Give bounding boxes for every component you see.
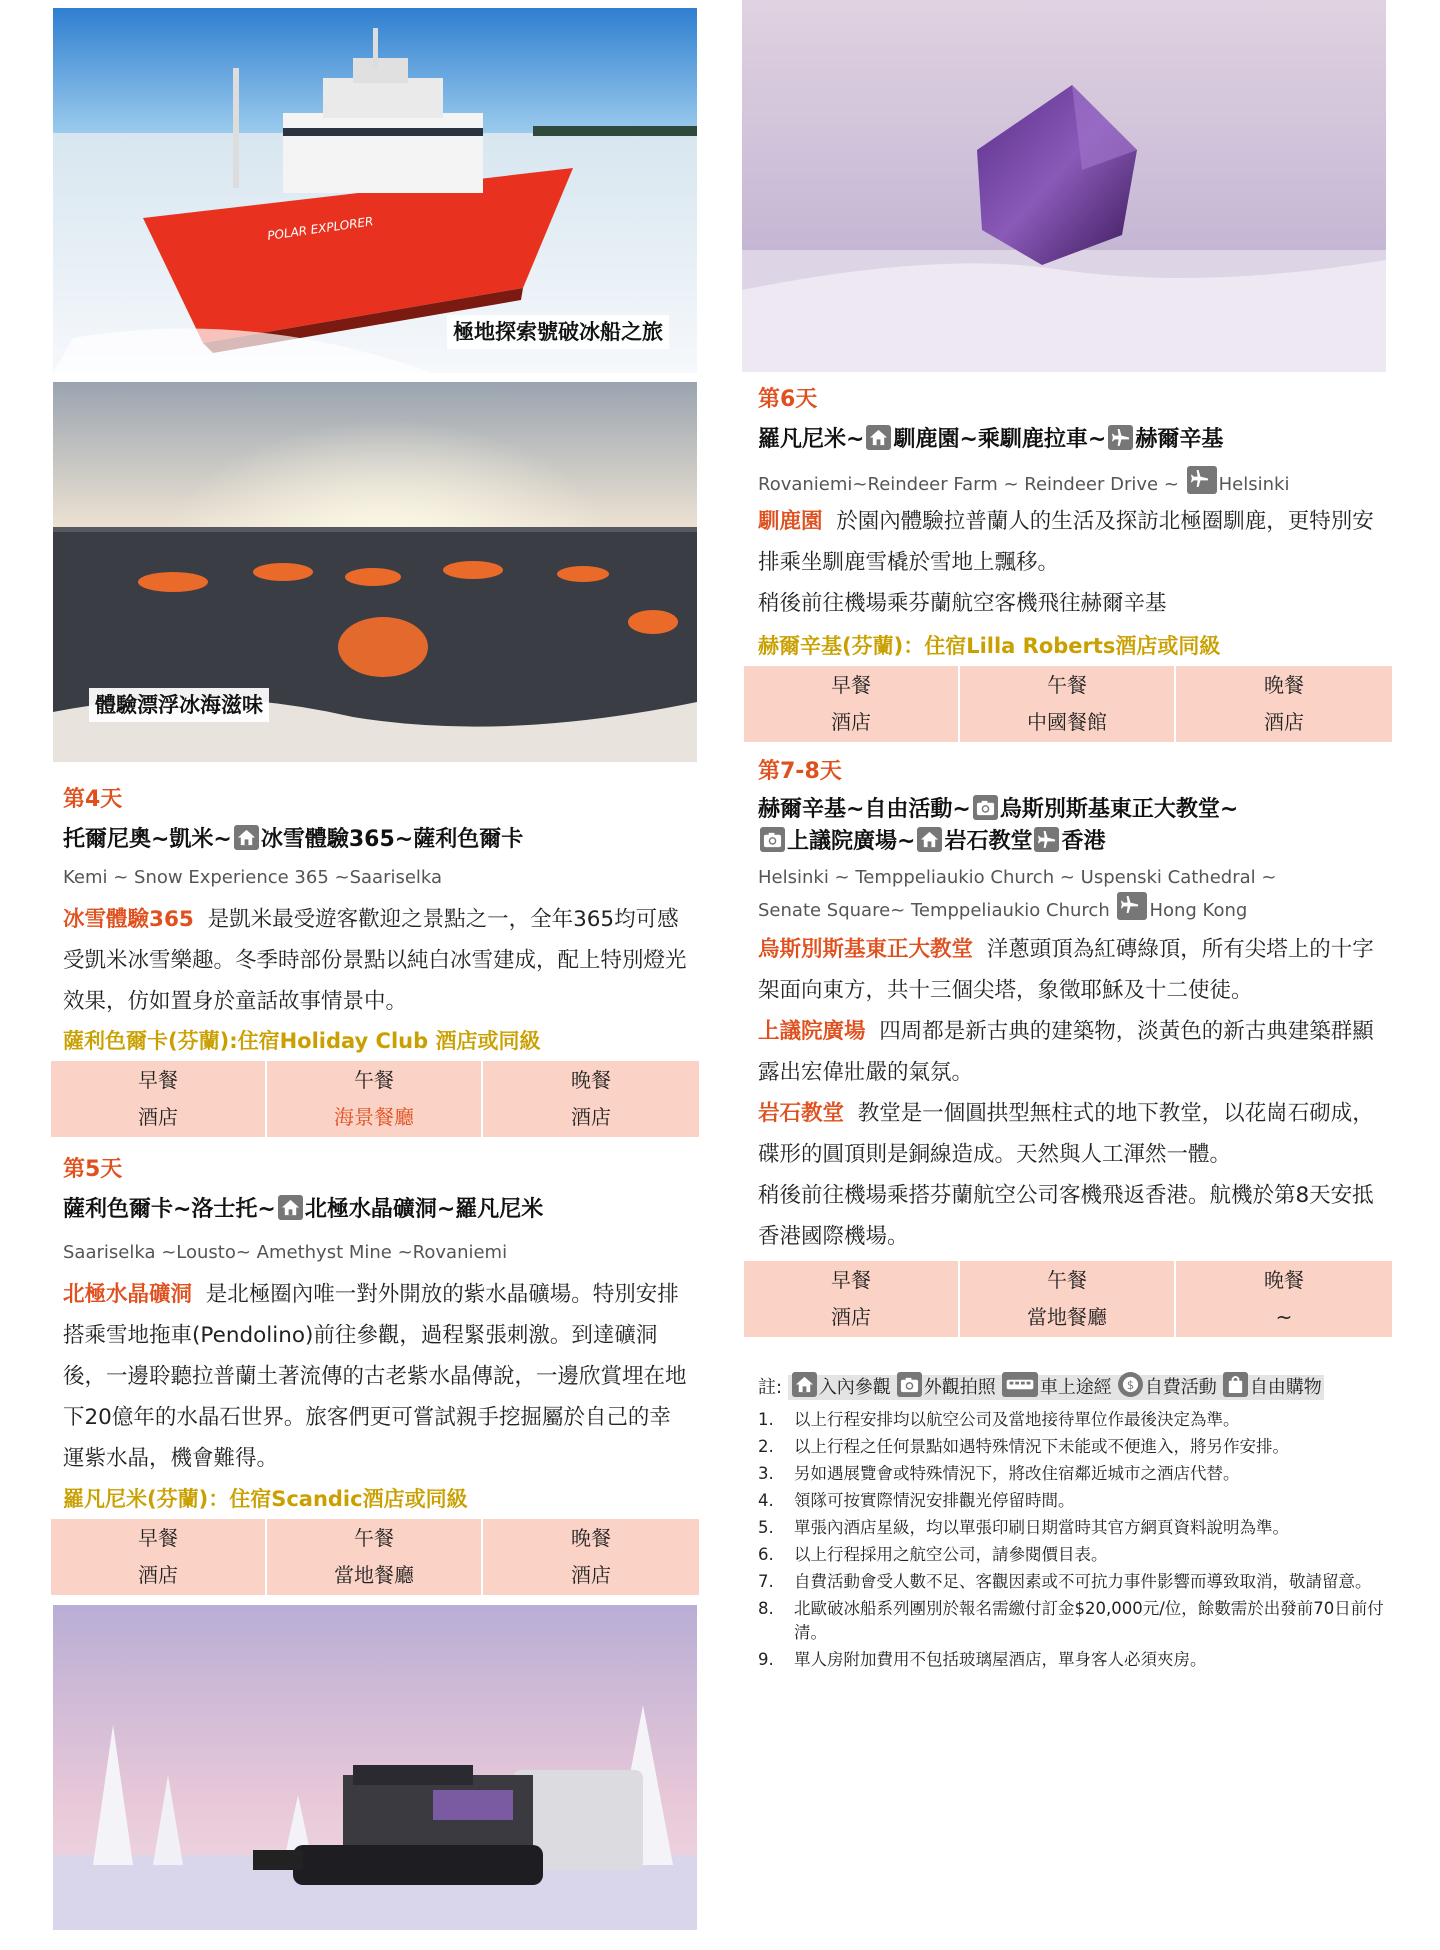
snow-vehicle-photo — [53, 1605, 697, 1930]
notes-list — [758, 1408, 1386, 1675]
icon-legend: 註: 入內參觀 外觀拍照 車上途經 $ 自費活動 自由購物 — [758, 1372, 1324, 1403]
day5-label: 第5天 — [63, 1157, 123, 1182]
day4-description: 冰雪體驗365 是凱米最受遊客歡迎之景點之一，全年365均可感受凱米冰雪樂趣。冬季時部份景點以純白冰雪建成，配上特別燈光效果，仿如置身於童話故事情景中。 — [63, 907, 687, 1014]
day6-route: 羅凡尼米~ 馴鹿園~乘馴鹿拉車~ 赫爾辛基 — [758, 427, 1224, 452]
day4-route: 托爾尼奧~凱米~ 冰雪體驗365~薩利色爾卡 — [63, 827, 524, 852]
note-item: 3. 另如遇展覽會或特殊情況下，將改住宿鄰近城市之酒店代替。 — [758, 1464, 1240, 1483]
day4-route-en: Kemi ~ Snow Experience 365 ~Saariselka — [63, 867, 443, 888]
svg-text:$: $ — [1126, 1377, 1134, 1392]
camera-icon — [973, 795, 998, 820]
day5-hotel: 羅凡尼米(芬蘭)：住宿Scandic酒店或同級 — [63, 1487, 468, 1511]
day6-meal-table: 早餐 酒店 午餐 中國餐館 晚餐 酒店 — [744, 666, 1392, 742]
plane-icon — [1108, 425, 1133, 450]
icebreaker-caption: 極地探索號破冰船之旅 — [447, 315, 669, 349]
note-item: 1. 以上行程安排均以航空公司及當地接待單位作最後決定為準。 — [758, 1410, 1240, 1429]
day6-hotel: 赫爾辛基(芬蘭)：住宿Lilla Roberts酒店或同級 — [758, 634, 1221, 658]
note-item: 9. 單人房附加費用不包括玻璃屋酒店，單身客人必須夾房。 — [758, 1650, 1207, 1669]
plane-icon — [1117, 892, 1147, 920]
day78-route-en: Helsinki ~ Temppeliaukio Church ~ Uspenski Cathedral ~ Senate Square~ Temppeliaukio Church Hong Kong — [758, 867, 1277, 921]
camera-icon — [760, 827, 785, 852]
day6-highlight: 馴鹿園 — [758, 509, 823, 534]
house-icon — [866, 425, 891, 450]
day5-route: 薩利色爾卡~洛士托~ 北極水晶礦洞~羅凡尼米 — [63, 1197, 544, 1222]
day78-meal-table: 早餐 酒店 午餐 當地餐廳 晚餐 ~ — [744, 1261, 1392, 1337]
day6-description: 馴鹿園 於園內體驗拉普蘭人的生活及探訪北極圈馴鹿，更特別安排乘坐馴鹿雪橇於雪地上飄移。 稍後前往機場乘芬蘭航空客機飛往赫爾辛基 — [758, 509, 1374, 616]
house-icon — [234, 825, 259, 850]
day4-hotel: 薩利色爾卡(芬蘭):住宿Holiday Club 酒店或同級 — [63, 1029, 541, 1053]
day4-meal-table: 早餐 酒店 午餐 海景餐廳 晚餐 酒店 — [51, 1061, 699, 1137]
note-item: 8. 北歐破冰船系列團別於報名需繳付訂金$20,000元/位，餘數需於出發前70日前付清。 — [758, 1599, 1384, 1642]
day78-route: 赫爾辛基~自由活動~ 烏斯別斯基東正大教堂~ 上議院廣場~ 岩石教堂 香港 — [758, 797, 1239, 854]
note-item: 5. 單張內酒店星級，均以單張印刷日期當時其官方網頁資料說明為準。 — [758, 1518, 1289, 1537]
house-icon — [278, 1195, 303, 1220]
day6-label: 第6天 — [758, 387, 818, 412]
day6-route-en: Rovaniemi~Reindeer Farm ~ Reindeer Drive ~ Helsinki — [758, 466, 1289, 499]
day4-highlight: 冰雪體驗365 — [63, 907, 194, 932]
senate-square-highlight: 上議院廣場 — [758, 1019, 866, 1044]
plane-icon — [1034, 827, 1059, 852]
note-item: 6. 以上行程採用之航空公司，請參閱價目表。 — [758, 1545, 1108, 1564]
bus-icon — [1002, 1372, 1038, 1397]
day5-description: 北極水晶礦洞 是北極圈內唯一對外開放的紫水晶礦場。特別安排搭乘雪地拖車(Pendolino)前往參觀，過程緊張刺激。到達礦洞後，一邊聆聽拉普蘭土著流傳的古老紫水晶傳說，一邊欣賞埋在地下20億年的水晶石世界。旅客們更可嘗試親手挖掘屬於自己的幸運紫水晶，機會難得。 — [63, 1282, 687, 1471]
day5-highlight: 北極水晶礦洞 — [63, 1282, 193, 1307]
day5-route-en: Saariselka ~Lousto~ Amethyst Mine ~Rovaniemi — [63, 1242, 508, 1263]
icebreaker-photo — [53, 8, 697, 373]
note-item: 4. 領隊可按實際情況安排觀光停留時間。 — [758, 1491, 1075, 1510]
day5-meal-table: 早餐 酒店 午餐 當地餐廳 晚餐 酒店 — [51, 1519, 699, 1595]
cathedral-highlight: 烏斯別斯基東正大教堂 — [758, 937, 974, 962]
note-item: 2. 以上行程之任何景點如遇特殊情況下未能或不便進入，將另作安排。 — [758, 1437, 1289, 1456]
ice-float-photo — [53, 382, 697, 762]
coin-icon — [1118, 1372, 1143, 1397]
rock-church-highlight: 岩石教堂 — [758, 1101, 845, 1126]
house-icon — [917, 827, 942, 852]
day78-description: 烏斯別斯基東正大教堂 洋蔥頭頂為紅磚綠頂，所有尖塔上的十字架面向東方，共十三個尖塔，象徵耶穌及十二使徒。 上議院廣場 四周都是新古典的建築物，淡黃色的新古典建築群顯露出宏偉壯嚴的氣氛。 岩石教堂 教堂是一個圓拱型無柱式的地下教堂，以花崗石砌成，碟形的圓頂則是銅線造成。天然與人工渾然一體。 稍後前往機場乘搭芬蘭航空公司客機飛返香港。航機於第8天安抵香港國際機場。 — [758, 937, 1374, 1249]
ice-float-caption: 體驗漂浮冰海滋味 — [89, 688, 269, 722]
house-icon — [792, 1372, 817, 1397]
plane-icon — [1187, 466, 1217, 494]
day4-label: 第4天 — [63, 787, 123, 812]
bag-icon — [1223, 1372, 1248, 1397]
note-item: 7. 自費活動會受人數不足、客觀因素或不可抗力事件影響而導致取消，敬請留意。 — [758, 1572, 1372, 1591]
amethyst-photo — [742, 0, 1386, 372]
camera-icon — [897, 1372, 922, 1397]
ship-name-text: POLAR EXPLORER — [266, 214, 375, 243]
day78-label: 第7-8天 — [758, 759, 842, 784]
